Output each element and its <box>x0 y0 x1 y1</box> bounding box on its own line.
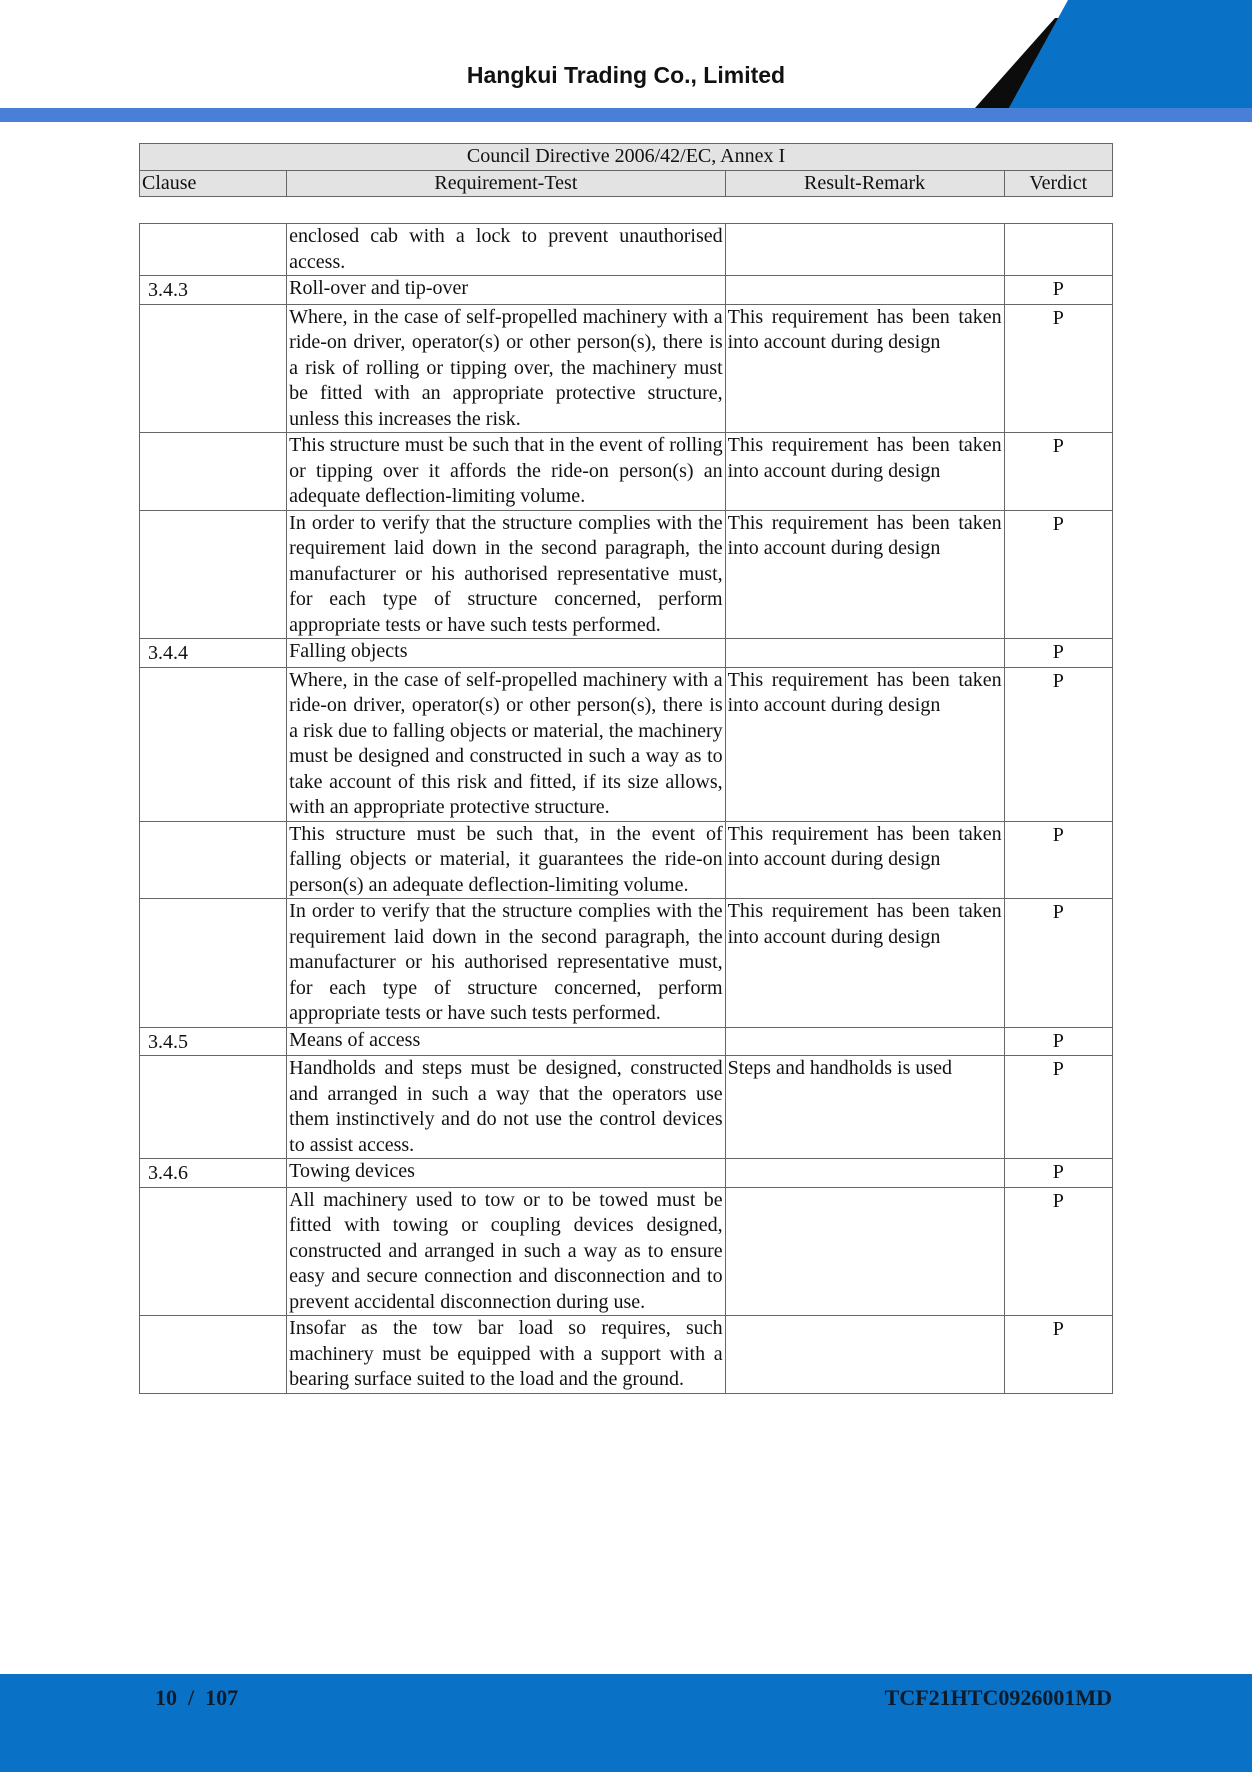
requirement-cell: Handholds and steps must be designed, constructed and arranged in such a way that the operators use them instinctively and do not use the control devices to assist access. <box>287 1056 725 1159</box>
requirement-cell: enclosed cab with a lock to prevent unauthorised access. <box>287 224 725 276</box>
table-header <box>139 143 1113 197</box>
requirement-cell: This structure must be such that in the event of rolling or tipping over it affords the ride-on person(s) an adequate deflection-limiting volume. <box>287 433 725 511</box>
checklist-rows <box>140 224 1113 1394</box>
result-cell: This requirement has been taken into account during design <box>725 510 1004 639</box>
col-header-verdict: Verdict <box>1004 170 1112 197</box>
clause-cell <box>140 304 287 433</box>
verdict-cell: P <box>1004 1027 1112 1056</box>
clause-cell <box>140 1056 287 1159</box>
checklist-table <box>139 223 1113 1394</box>
col-header-clause: Clause <box>140 170 287 197</box>
clause-cell: 3.4.4 <box>140 639 287 668</box>
verdict-cell: P <box>1004 1056 1112 1159</box>
col-header-result: Result-Remark <box>725 170 1004 197</box>
requirement-cell: In order to verify that the structure complies with the requirement laid down in the second paragraph, the manufacturer or his authorised representative must, for each type of structure concerned, perform appropriate tests or have such tests performed. <box>287 899 725 1028</box>
clause-cell <box>140 1187 287 1316</box>
company-name: Hangkui Trading Co., Limited <box>466 62 786 88</box>
table-row <box>140 1027 1113 1056</box>
table-row <box>140 1159 1113 1188</box>
verdict-cell: P <box>1004 1316 1112 1394</box>
requirement-cell: All machinery used to tow or to be towed must be fitted with towing or coupling devices designed, constructed and arranged in such a way as to ensure easy and secure connection and disconnection and to prevent accidental disconnection during use. <box>287 1187 725 1316</box>
clause-cell <box>140 899 287 1028</box>
verdict-cell: P <box>1004 510 1112 639</box>
table-row <box>140 224 1113 276</box>
verdict-cell: P <box>1004 276 1112 305</box>
verdict-cell: P <box>1004 1187 1112 1316</box>
clause-cell: 3.4.5 <box>140 1027 287 1056</box>
result-cell: This requirement has been taken into account during design <box>725 899 1004 1028</box>
table-row <box>140 304 1113 433</box>
verdict-cell: P <box>1004 821 1112 899</box>
verdict-cell: P <box>1004 899 1112 1028</box>
directive-title: Council Directive 2006/42/EC, Annex I <box>140 144 1113 171</box>
result-cell: This requirement has been taken into account during design <box>725 821 1004 899</box>
verdict-cell: P <box>1004 1159 1112 1188</box>
table-row <box>140 1316 1113 1394</box>
result-cell: This requirement has been taken into account during design <box>725 667 1004 821</box>
result-cell <box>725 639 1004 668</box>
verdict-cell: P <box>1004 667 1112 821</box>
result-cell <box>725 1316 1004 1394</box>
requirement-cell: Towing devices <box>287 1159 725 1188</box>
table-row <box>140 510 1113 639</box>
requirement-cell: Roll-over and tip-over <box>287 276 725 305</box>
clause-cell <box>140 510 287 639</box>
requirement-cell: Where, in the case of self-propelled machinery with a ride-on driver, operator(s) or other person(s), there is a risk of rolling or tipping over, the machinery must be fitted with an appropriate protective structure, unless this increases the risk. <box>287 304 725 433</box>
clause-cell <box>140 1316 287 1394</box>
table-row <box>140 899 1113 1028</box>
clause-cell <box>140 821 287 899</box>
corner-blue-block <box>1005 0 1252 115</box>
document-code: TCF21HTC0926001MD <box>884 1685 1112 1710</box>
requirement-cell: Falling objects <box>287 639 725 668</box>
verdict-cell: P <box>1004 433 1112 511</box>
result-cell <box>725 1159 1004 1188</box>
result-cell <box>725 1187 1004 1316</box>
result-cell <box>725 224 1004 276</box>
page-separator: / <box>188 1685 195 1710</box>
clause-cell <box>140 433 287 511</box>
clause-cell <box>140 224 287 276</box>
page-total: 107 <box>205 1685 239 1710</box>
requirement-cell: In order to verify that the structure complies with the requirement laid down in the second paragraph, the manufacturer or his authorised representative must, for each type of structure concerned, perform appropriate tests or have such tests performed. <box>287 510 725 639</box>
table-row <box>140 821 1113 899</box>
requirement-cell: Where, in the case of self-propelled machinery with a ride-on driver, operator(s) or other person(s), there is a risk due to falling objects or material, the machinery must be designed and constructed in such a way as to take account of this risk and fitted, if its size allows, with an appropriate protective structure. <box>287 667 725 821</box>
requirement-cell: Insofar as the tow bar load so requires, such machinery must be equipped with a support with a bearing surface suited to the load and the ground. <box>287 1316 725 1394</box>
table-row <box>140 433 1113 511</box>
verdict-cell: P <box>1004 639 1112 668</box>
verdict-cell <box>1004 224 1112 276</box>
clause-cell <box>140 667 287 821</box>
col-header-requirement: Requirement-Test <box>287 170 725 197</box>
requirement-cell: This structure must be such that, in the event of falling objects or material, it guarantees the ride-on person(s) an adequate deflection-limiting volume. <box>287 821 725 899</box>
requirement-cell: Means of access <box>287 1027 725 1056</box>
table-row <box>140 639 1113 668</box>
clause-cell: 3.4.3 <box>140 276 287 305</box>
table-row <box>140 276 1113 305</box>
clause-cell: 3.4.6 <box>140 1159 287 1188</box>
header-band <box>0 108 1252 122</box>
page-current: 10 <box>155 1685 177 1710</box>
table-row <box>140 1056 1113 1159</box>
result-cell: Steps and handholds is used <box>725 1056 1004 1159</box>
result-cell <box>725 276 1004 305</box>
result-cell: This requirement has been taken into account during design <box>725 304 1004 433</box>
table-row <box>140 1187 1113 1316</box>
result-cell <box>725 1027 1004 1056</box>
table-row <box>140 667 1113 821</box>
page-number <box>155 1685 238 1711</box>
result-cell: This requirement has been taken into account during design <box>725 433 1004 511</box>
verdict-cell: P <box>1004 304 1112 433</box>
